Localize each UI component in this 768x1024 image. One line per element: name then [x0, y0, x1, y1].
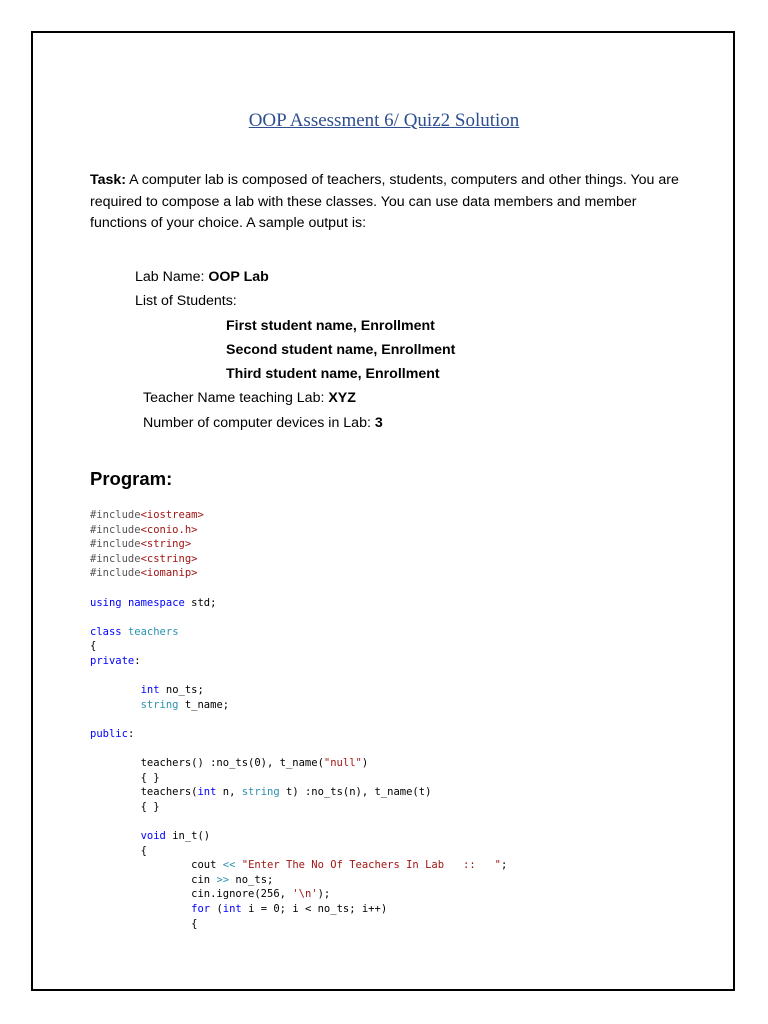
- task-paragraph: [90, 170, 690, 235]
- code-block: [90, 508, 507, 931]
- code-line: void in_t(): [140, 830, 211, 843]
- code-line: {: [90, 640, 97, 653]
- code-line: string t_name;: [140, 698, 230, 711]
- code-line: #include<iomanip>: [90, 567, 198, 580]
- lab-name-line: [135, 269, 269, 285]
- program-heading: Program:: [90, 468, 173, 489]
- devices-line: [143, 415, 383, 431]
- task-label: Task:: [90, 172, 127, 188]
- code-line: { }: [90, 800, 160, 813]
- code-line: using namespace std;: [90, 596, 217, 609]
- teacher-label: Teacher Name teaching Lab:: [143, 390, 329, 406]
- code-line: #include<iostream>: [90, 509, 204, 521]
- code-line: cout << "Enter The No Of Teachers In Lab :: ";: [90, 859, 508, 872]
- code-line: class teachers: [90, 625, 179, 638]
- document-title: OOP Assessment 6/ Quiz2 Solution: [248, 110, 520, 131]
- code-line: {: [90, 917, 198, 930]
- code-line: #include<conio.h>: [90, 523, 198, 536]
- teacher-value: XYZ: [328, 390, 356, 406]
- code-line: cin >> no_ts;: [90, 873, 274, 886]
- code-line: #include<cstring>: [90, 552, 198, 565]
- code-line: private:: [90, 654, 141, 667]
- code-line: teachers(int n, string t) :no_ts(n), t_name(t): [90, 786, 432, 799]
- student-entry-3: Third student name, Enrollment: [226, 366, 440, 382]
- code-line: #include<string>: [90, 538, 192, 551]
- task-text: A computer lab is composed of teachers, students, computers and other things. You are required to compose a lab with these classes. You can use data members and member functions of your choice. A sample output is:: [90, 172, 679, 231]
- code-line: int no_ts;: [140, 684, 204, 697]
- code-line: { }: [90, 771, 160, 784]
- code-line: {: [90, 844, 147, 857]
- code-line: teachers() :no_ts(0), t_name("null"): [90, 757, 369, 770]
- code-line: cin.ignore(256, '\n');: [90, 888, 331, 901]
- teacher-line: [143, 390, 356, 406]
- code-line: for (int i = 0; i < no_ts; i++): [191, 903, 388, 916]
- students-label: List of Students:: [135, 293, 237, 309]
- devices-label: Number of computer devices in Lab:: [143, 415, 375, 431]
- lab-name-value: OOP Lab: [208, 269, 269, 285]
- student-entry-2: Second student name, Enrollment: [226, 342, 456, 358]
- student-entry-1: First student name, Enrollment: [226, 318, 435, 334]
- lab-name-label: Lab Name:: [135, 269, 209, 285]
- devices-value: 3: [374, 415, 383, 431]
- code-line: public:: [90, 727, 135, 740]
